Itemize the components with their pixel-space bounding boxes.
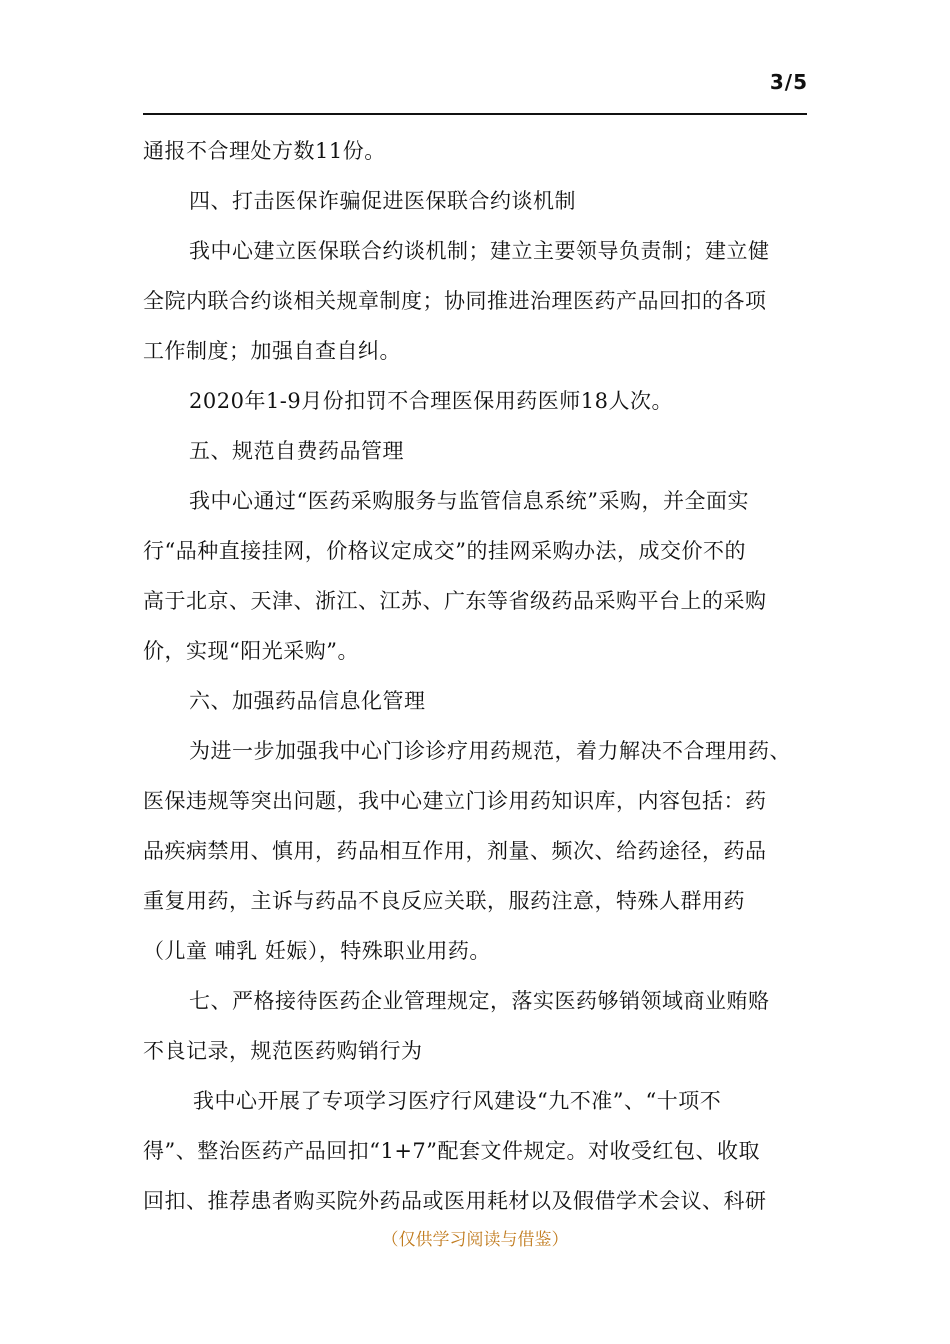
section-heading-5: 五、规范自费药品管理 <box>189 439 404 463</box>
text-line: 我中心建立医保联合约谈机制；建立主要领导负责制；建立健 <box>189 239 770 263</box>
text-line: 高于北京、天津、浙江、江苏、广东等省级药品采购平台上的采购 <box>143 589 767 613</box>
text-line: 工作制度；加强自查自纠。 <box>143 339 401 363</box>
text-line: 通报不合理处方数11份。 <box>143 139 386 163</box>
section-heading-6: 六、加强药品信息化管理 <box>189 689 426 713</box>
text-line: 不良记录，规范医药购销行为 <box>143 1039 423 1063</box>
text-line: 行“品种直接挂网，价格议定成交”的挂网采购办法，成交价不的 <box>143 539 746 563</box>
footer-note: （仅供学习阅读与借鉴） <box>381 1230 569 1250</box>
document-body <box>143 126 813 1226</box>
text-line: 我中心开展了专项学习医疗行风建设“九不准”、“十项不 <box>193 1089 722 1113</box>
section-heading-4: 四、打击医保诈骗促进医保联合约谈机制 <box>189 189 576 213</box>
text-line: 2020年1-9月份扣罚不合理医保用药医师18人次。 <box>189 389 673 413</box>
header-rule <box>143 113 807 115</box>
text-line: （儿童 哺乳 妊娠），特殊职业用药。 <box>143 939 491 963</box>
text-line: 为进一步加强我中心门诊诊疗用药规范，着力解决不合理用药、 <box>189 739 791 763</box>
text-line: 重复用药，主诉与药品不良反应关联，服药注意，特殊人群用药 <box>143 889 745 913</box>
text-line: 医保违规等突出问题，我中心建立门诊用药知识库，内容包括：药 <box>143 789 767 813</box>
section-heading-7: 七、严格接待医药企业管理规定，落实医药够销领域商业贿赂 <box>189 989 770 1013</box>
text-line: 我中心通过“医药采购服务与监管信息系统”采购，并全面实 <box>189 489 749 513</box>
text-line: 回扣、推荐患者购买院外药品或医用耗材以及假借学术会议、科研 <box>143 1189 767 1213</box>
text-line: 得”、整治医药产品回扣“1+7”配套文件规定。对收受红包、收取 <box>143 1139 761 1163</box>
page-number: 3/5 <box>769 70 808 94</box>
text-line: 全院内联合约谈相关规章制度；协同推进治理医药产品回扣的各项 <box>143 289 767 313</box>
text-line: 价，实现“阳光采购”。 <box>143 639 359 663</box>
text-line: 品疾病禁用、慎用，药品相互作用，剂量、频次、给药途径，药品 <box>143 839 767 863</box>
